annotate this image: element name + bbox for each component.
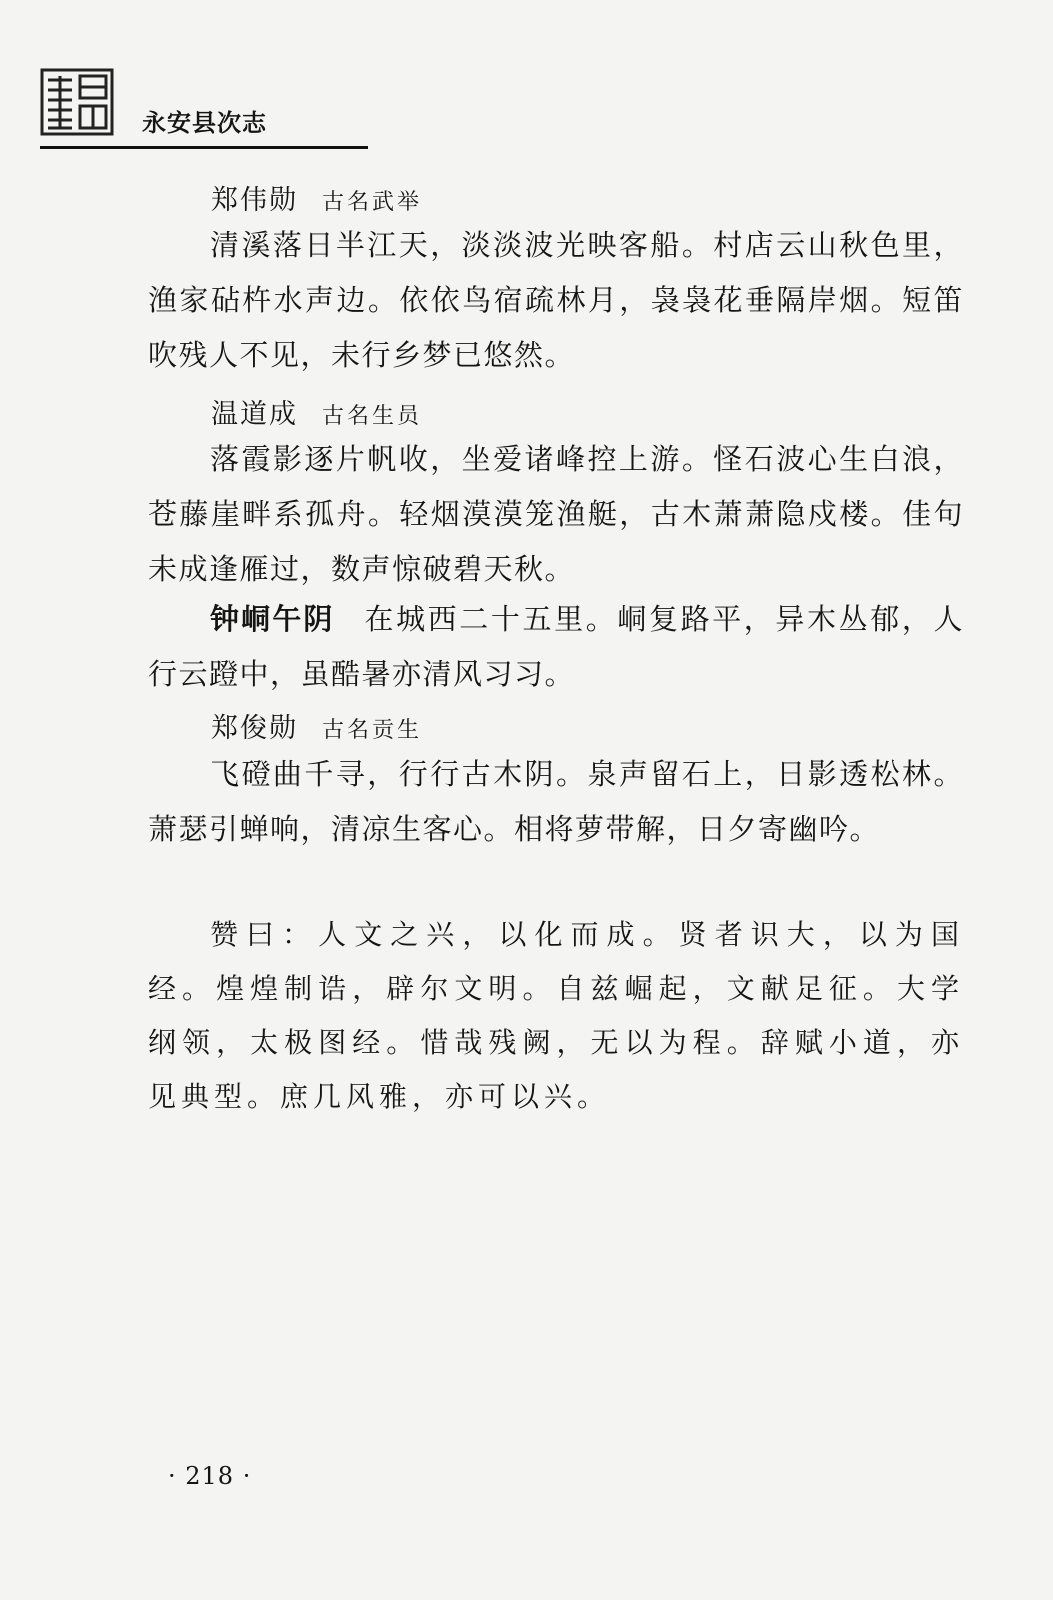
author-name: 郑伟勋	[211, 185, 298, 216]
scene-entry	[148, 592, 964, 702]
eulogy-block	[148, 908, 964, 1124]
author-rank: 古名武举	[322, 190, 423, 215]
header-rule	[40, 146, 368, 149]
scene-paragraph	[148, 592, 964, 702]
poem-text: 飞磴曲千寻，行行古木阴。泉声留石上，日影透松林。萧瑟引蝉响，清凉生客心。相将萝带解，日夕寄幽吟。	[148, 757, 964, 846]
scene-title: 钟峒午阴	[210, 602, 335, 636]
poem-block	[148, 432, 964, 597]
poem-author	[211, 392, 422, 431]
seal-logo	[40, 68, 114, 136]
page-number: · 218 ·	[168, 1462, 252, 1490]
running-title: 永安县次志	[142, 109, 267, 137]
author-rank: 古名贡生	[322, 718, 423, 743]
author-rank: 古名生员	[322, 404, 423, 429]
poem-block	[148, 218, 964, 383]
author-name: 温道成	[211, 399, 298, 430]
author-name: 郑俊勋	[211, 713, 298, 744]
poem-text: 清溪落日半江天，淡淡波光映客船。村店云山秋色里，渔家砧杵水声边。依依鸟宿疏林月，袅袅花垂隔岸烟。短笛吹残人不见，未行乡梦已悠然。	[148, 228, 964, 372]
poem-text: 落霞影逐片帆收，坐爱诸峰控上游。怪石波心生白浪，苍藤崖畔系孤舟。轻烟漠漠笼渔艇，古木萧萧隐戍楼。佳句未成逢雁过，数声惊破碧天秋。	[148, 442, 964, 586]
poem-block	[148, 747, 964, 857]
eulogy-text: 赞曰：人文之兴，以化而成。贤者识大，以为国经。煌煌制诰，辟尔文明。自兹崛起，文献足征。大学纲领，太极图经。惜哉残阙，无以为程。辞赋小道，亦见典型。庶几风雅，亦可以兴。	[148, 918, 964, 1113]
poem-author	[211, 178, 422, 217]
scene-description: 在城西二十五里。峒复路平，异木丛郁，人行云蹬中，虽酷暑亦清风习习。	[148, 602, 964, 691]
poem-author	[211, 706, 422, 745]
